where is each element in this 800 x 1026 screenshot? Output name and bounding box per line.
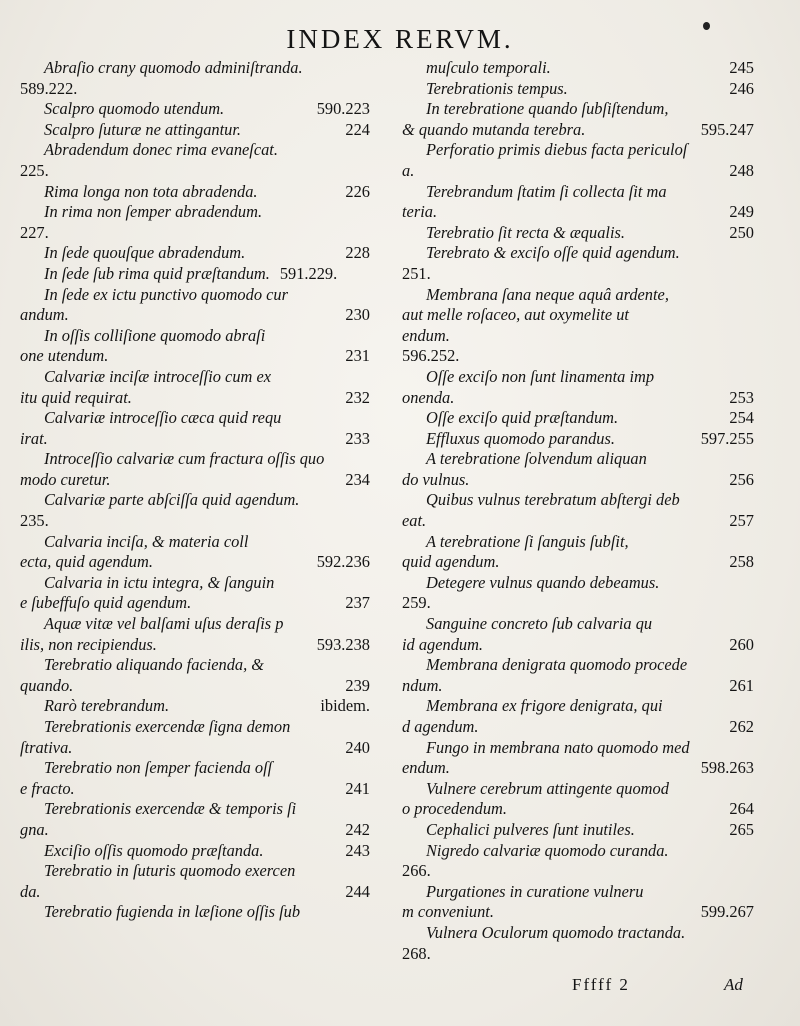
entry-text-continued: onenda. 253 [402, 387, 754, 407]
index-column-right [402, 58, 754, 964]
index-entry [20, 58, 370, 99]
index-entry [20, 182, 370, 203]
entry-text: Cephalici pulveres ſunt inutiles. 265 [426, 819, 754, 839]
entry-text-continued: endum. [402, 325, 450, 345]
page-reference: 253 [729, 387, 754, 407]
index-entry [20, 841, 370, 862]
index-entry [20, 326, 370, 367]
index-entry [402, 140, 754, 181]
index-entry [402, 449, 754, 490]
entry-text: Perforatio primis diebus facta periculoſ [426, 140, 688, 160]
index-entry [402, 243, 754, 284]
entry-text: Terebrationis exercendæ ſigna demon [44, 717, 291, 736]
page-reference: 257 [729, 511, 754, 531]
index-entry [402, 58, 754, 79]
entry-text: Membrana ſana neque aquâ ardente, [426, 284, 669, 304]
entry-text: In terebratione quando ſubſiſtendum, [426, 99, 669, 119]
entry-text: Exciſio oſſis quomodo præſtanda. 243 [44, 840, 370, 860]
page-reference: 239 [345, 675, 370, 695]
entry-text: In rima non ſemper abradendum. [44, 202, 263, 222]
page-reference: 227. [20, 222, 49, 242]
page-reference: 245 [729, 58, 754, 77]
entry-text: Terebrationis exercendæ & temporis ſi [44, 799, 297, 819]
entry-text: Detegere vulnus quando debeamus. [426, 572, 660, 592]
page-reference: 250 [729, 222, 754, 242]
index-entry [402, 429, 754, 450]
page-reference: 235. [20, 511, 49, 531]
entry-text: Calvariæ parte abſciſſa quid agendum. [44, 490, 300, 510]
page-reference: 265 [729, 819, 754, 839]
page-reference: 237 [345, 593, 370, 613]
entry-text: Scalpro quomodo utendum. 590.223 [44, 99, 370, 119]
page-reference: 234 [345, 469, 370, 489]
page-reference: 233 [345, 428, 370, 448]
entry-text-continued: andum. 230 [20, 305, 370, 325]
index-entry [402, 490, 754, 531]
entry-text: Calvariæ inciſæ introceſſio cum ex [44, 366, 272, 386]
entry-text: Aquæ vitæ vel balſami uſus deraſis p [44, 614, 284, 634]
entry-text-continued: irat. 233 [20, 428, 370, 448]
page-reference: 589.222. [20, 78, 78, 98]
entry-text: muſculo temporali. 245 [426, 58, 754, 77]
page-reference: 244 [345, 881, 370, 901]
entry-text: Terebratio in ſuturis quomodo exercen [44, 861, 296, 881]
entry-text-continued: e ſubeffuſo quid agendum. 237 [20, 593, 370, 613]
index-entry [20, 490, 370, 531]
page-reference: 266. [402, 861, 431, 881]
entry-text-continued: endum. 598.263 [402, 758, 754, 778]
index-entry [20, 140, 370, 181]
page-reference: 226 [345, 181, 370, 201]
entry-text: Nigredo calvariæ quomodo curanda. [426, 840, 669, 860]
entry-text-continued: ecta, quid agendum. 592.236 [20, 552, 370, 572]
page-reference: 231 [345, 346, 370, 366]
index-entry [402, 182, 754, 223]
index-entry [20, 758, 370, 799]
entry-text: In oſſis colliſione quomodo abraſi [44, 325, 266, 345]
index-entry [402, 79, 754, 100]
entry-text-continued: eat. 257 [402, 511, 754, 531]
index-entry [20, 717, 370, 758]
index-entry [402, 99, 754, 140]
entry-text-continued: ilis, non recipiendus. 593.238 [20, 634, 370, 654]
index-entry [20, 408, 370, 449]
page-reference: 596.252. [402, 346, 460, 366]
entry-text: Abradendum donec rima evaneſcat. [44, 140, 278, 160]
index-entry [402, 779, 754, 820]
page-reference: 597.255 [700, 428, 754, 448]
entry-text-continued: e fracto. 241 [20, 778, 370, 798]
page-reference: 248 [729, 160, 754, 180]
page-reference: 224 [345, 119, 370, 139]
index-entry [402, 882, 754, 923]
entry-text: Calvaria in ictu integra, & ſanguin [44, 572, 275, 592]
index-entry [20, 655, 370, 696]
entry-text: Vulnera Oculorum quomodo tractanda. [426, 922, 686, 942]
index-entry [20, 243, 370, 264]
entry-text: Terebrandum ſtatim ſi collecta ſit ma [426, 181, 667, 201]
entry-text: Membrana ex frigore denigrata, qui [426, 696, 663, 716]
entry-text: Fungo in membrana nato quomodo med [426, 737, 690, 757]
page-reference: 260 [729, 634, 754, 654]
entry-text-continued: ſtrativa. 240 [20, 737, 370, 757]
entry-text-continued: gna. 242 [20, 819, 370, 839]
index-entry [20, 861, 370, 902]
entry-text-continued: quid agendum. 258 [402, 552, 754, 572]
entry-text: In ſede ex ictu punctivo quomodo cur [44, 284, 288, 304]
page-title: INDEX RERVM. [286, 24, 514, 54]
page-reference: 256 [729, 469, 754, 489]
page-reference: 232 [345, 387, 370, 407]
page-reference: 264 [729, 799, 754, 819]
index-entry [20, 202, 370, 243]
entry-text: Sanguine concreto ſub calvaria qu [426, 614, 653, 634]
page-reference: ibidem. [320, 696, 370, 716]
index-column-left [20, 58, 370, 923]
index-entry [402, 532, 754, 573]
page-reference: 241 [345, 778, 370, 798]
entry-text-continued: teria. 249 [402, 202, 754, 222]
page-reference: 243 [345, 840, 370, 860]
entry-text: Vulnere cerebrum attingente quomod [426, 778, 669, 798]
entry-text: Terebrationis tempus. 246 [426, 78, 754, 98]
index-entry [20, 573, 370, 614]
index-entry [20, 902, 370, 923]
entry-text-continued: id agendum. 260 [402, 634, 754, 654]
index-entry [20, 367, 370, 408]
catchword: Ad [724, 975, 743, 994]
entry-text-continued: aut melle roſaceo, aut oxymelite ut [402, 305, 629, 325]
index-entry [20, 696, 370, 717]
page-reference: 598.263 [700, 758, 754, 778]
index-entry [20, 614, 370, 655]
entry-text-continued: da. 244 [20, 881, 370, 901]
page-reference: 595.247 [700, 119, 754, 139]
entry-text: Effluxus quomodo parandus. 597.255 [426, 428, 754, 448]
entry-text: Scalpro ſuturæ ne attingantur. 224 [44, 119, 370, 139]
entry-text: Quibus vulnus terebratum abſtergi deb [426, 490, 680, 510]
entry-text: Oſſe exciſo non ſunt linamenta imp [426, 366, 655, 386]
entry-text: Terebratio ſit recta & æqualis. 250 [426, 222, 754, 242]
page-reference: 246 [729, 78, 754, 98]
page-reference: 261 [729, 675, 754, 695]
entry-text: Calvaria inciſa, & materia coll [44, 531, 249, 551]
page-reference: 225. [20, 160, 49, 180]
index-entry [402, 408, 754, 429]
page-reference: 592.236 [316, 552, 370, 572]
entry-text-continued: m conveniunt. 599.267 [402, 902, 754, 922]
page-reference: 599.267 [700, 902, 754, 922]
index-entry [402, 614, 754, 655]
entry-text: Rima longa non tota abradenda. 226 [44, 181, 370, 201]
page-reference: 242 [345, 819, 370, 839]
entry-text-continued: quando. 239 [20, 675, 370, 695]
index-entry [20, 532, 370, 573]
entry-text: Abraſio crany quomodo adminiſtranda. [44, 58, 303, 77]
index-entry [402, 367, 754, 408]
entry-text: Terebratio non ſemper facienda oſſ [44, 758, 273, 778]
entry-text: Rarò terebrandum. ibidem. [44, 696, 370, 716]
index-entry [402, 573, 754, 614]
page-reference: 251. [402, 263, 431, 283]
entry-text-continued: ndum. 261 [402, 675, 754, 695]
index-entry [402, 655, 754, 696]
page-reference: 268. [402, 943, 431, 963]
entry-text: Membrana denigrata quomodo procede [426, 655, 688, 675]
signature-mark: Fffff 2 [572, 975, 630, 994]
index-entry [20, 285, 370, 326]
entry-text: Oſſe exciſo quid præſtandum. 254 [426, 408, 754, 428]
entry-text-continued: a. 248 [402, 160, 754, 180]
entry-text: Calvariæ introceſſio cæca quid requ [44, 408, 282, 428]
entry-text: In ſede quouſque abradendum. 228 [44, 243, 370, 263]
entry-text: Terebratio fugienda in læſione oſſis ſub [44, 902, 301, 922]
page-reference: 591.229. [279, 263, 338, 283]
entry-text: Introceſſio calvariæ cum fractura oſſis quo [44, 449, 325, 469]
index-entry [402, 923, 754, 964]
page-reference: 254 [729, 408, 754, 428]
index-entry [402, 285, 754, 367]
index-entry [20, 264, 370, 285]
entry-text-continued: o procedendum. 264 [402, 799, 754, 819]
page-reference: 230 [345, 305, 370, 325]
entry-text-continued: itu quid requirat. 232 [20, 387, 370, 407]
index-entry [20, 99, 370, 120]
index-entry [402, 738, 754, 779]
entry-text: A terebratione ſi ſanguis ſubſit, [426, 531, 629, 551]
entry-text-continued: & quando mutanda terebra. 595.247 [402, 119, 754, 139]
page-reference: 259. [402, 593, 431, 613]
index-entry [20, 120, 370, 141]
index-entry [402, 841, 754, 882]
index-entry [402, 223, 754, 244]
entry-text: A terebratione ſolvendum aliquan [426, 449, 647, 469]
entry-text-continued: d agendum. 262 [402, 717, 754, 736]
index-entry [402, 696, 754, 737]
index-entry [20, 449, 370, 490]
page-reference: 258 [729, 552, 754, 572]
index-entry [402, 820, 754, 841]
page-reference: 593.238 [316, 634, 370, 654]
entry-text-continued: modo curetur. 234 [20, 469, 370, 489]
page-reference: 249 [729, 202, 754, 222]
page-reference: 590.223 [316, 99, 370, 119]
entry-text: Terebrato & exciſo oſſe quid agendum. [426, 243, 680, 263]
page-reference: 228 [345, 243, 370, 263]
entry-text: In ſede ſub rima quid præſtandum. 591.229. [44, 263, 338, 283]
entry-text: Purgationes in curatione vulneru [426, 881, 644, 901]
page-reference: 240 [345, 737, 370, 757]
entry-text-continued: one utendum. 231 [20, 346, 370, 366]
entry-text: Terebratio aliquando facienda, & [44, 655, 265, 675]
page-reference: 262 [729, 717, 754, 736]
index-entry [20, 799, 370, 840]
entry-text-continued: do vulnus. 256 [402, 469, 754, 489]
